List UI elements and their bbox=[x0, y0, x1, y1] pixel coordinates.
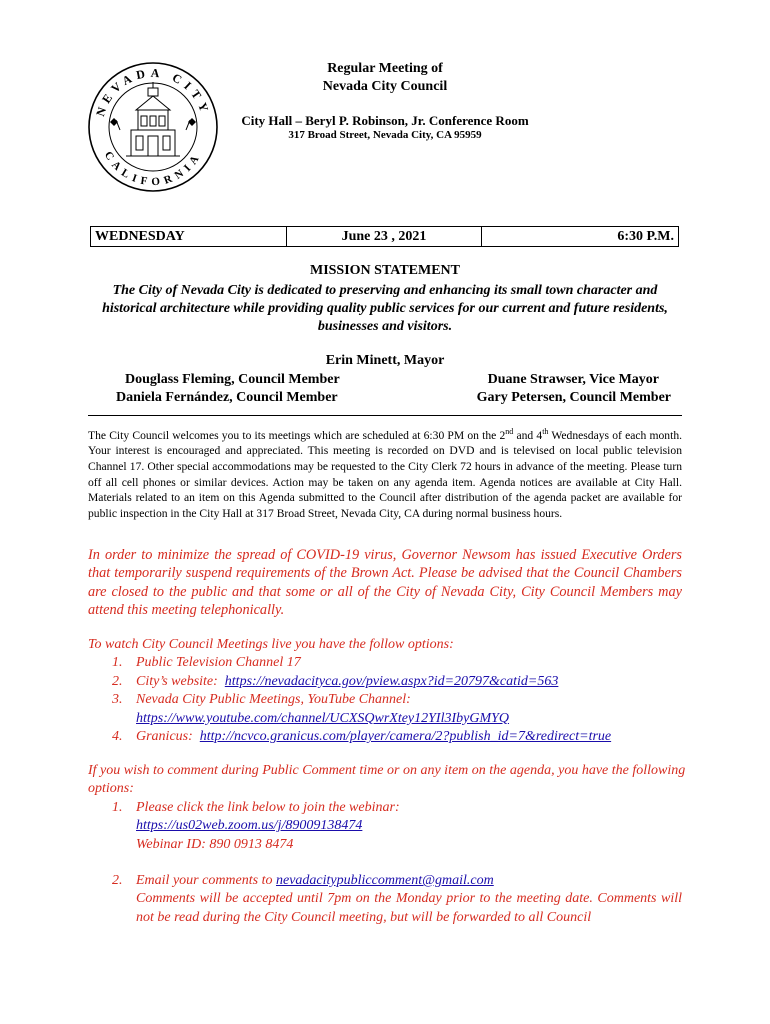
meeting-time: 6:30 P.M. bbox=[482, 227, 679, 247]
email-comment-details: Comments will be accepted until 7pm on the Monday prior to the meeting date. Comments will not be read during the City Council meeting, but will be forwarded to all Council bbox=[136, 891, 682, 925]
zoom-webinar-link[interactable]: https://us02web.zoom.us/j/89009138474 bbox=[136, 818, 363, 834]
watch-option-3: 3. Nevada City Public Meetings, YouTube Channel: bbox=[112, 692, 411, 708]
watch-option-2: 2. City’s website: https://nevadacityca.gov/pview.aspx?id=20797&catid=563 bbox=[112, 673, 559, 689]
comment-option-1: 1. Please click the link below to join the webinar: bbox=[112, 799, 400, 815]
meeting-date: June 23 , 2021 bbox=[287, 227, 482, 247]
mission-statement: The City of Nevada City is dedicated to preserving and enhancing its small town character and historical architecture while providing quality public services for our current and future residents, businesses and visitors. bbox=[102, 283, 668, 334]
title-line-1: Regular Meeting of bbox=[327, 61, 443, 76]
spacer bbox=[88, 854, 688, 872]
welcome-paragraph: The City Council welcomes you to its meetings which are scheduled at 6:30 PM on the 2nd and 4th Wednesdays of each month. Your interest is encouraged and appreciated. This meeting is recorded on DVD and is televised on local public television Channel 17. Other special accommodations may be requested to the City Clerk 72 hours in advance of the meeting. Please turn off all cell phones or similar devices. Action may be taken on any agenda item. Agenda notices are available at City Hall. Materials related to an item on this Agenda submitted to the Council after distribution of the agenda packet are available for public inspection in the City Hall at 317 Broad Street, Nevada City, CA during normal business hours. bbox=[88, 427, 683, 520]
granicus-link[interactable]: http://ncvco.granicus.com/player/camera/2?publish_id=7&redirect=true bbox=[199, 729, 612, 745]
title-line-2: Nevada City Council bbox=[322, 79, 448, 94]
comment-option-2: 2. Email your comments to nevadacitypubliccomment@gmail.com bbox=[112, 873, 494, 889]
covid-notice: In order to minimize the spread of COVID-19 virus, Governor Newsom has issued Executive Orders that temporarily suspend requirements of the Brown Act. Please be advised that the Council Chambers are closed to the public and that some or all of the City of Nevada City, City Council Members may attend this meeting telephonically. bbox=[88, 547, 682, 619]
mission-title: MISSION STATEMENT bbox=[309, 263, 460, 278]
city-website-link[interactable]: https://nevadacityca.gov/pview.aspx?id=20797&catid=563 bbox=[224, 673, 559, 689]
watch-option-1: 1. Public Television Channel 17 bbox=[112, 655, 301, 671]
council-member-right-2: Gary Petersen, Council Member bbox=[476, 390, 671, 405]
comment-options bbox=[88, 762, 688, 927]
council-member-right-1: Duane Strawser, Vice Mayor bbox=[487, 372, 659, 387]
meeting-datetime-table bbox=[90, 226, 679, 247]
meeting-address: 317 Broad Street, Nevada City, CA 95959 bbox=[288, 129, 482, 141]
youtube-channel-link[interactable]: https://www.youtube.com/channel/UCXSQwrXtey12YIl3IbyGMYQ bbox=[136, 710, 510, 726]
council-member-left-1: Douglass Fleming, Council Member bbox=[125, 372, 340, 387]
meeting-title bbox=[200, 60, 570, 96]
watch-options bbox=[88, 636, 688, 746]
council-member-left-2: Daniela Fernández, Council Member bbox=[116, 390, 338, 405]
meeting-location: City Hall – Beryl P. Robinson, Jr. Conference Room bbox=[241, 113, 529, 128]
watch-intro: To watch City Council Meetings live you have the follow options: bbox=[88, 637, 454, 652]
watch-option-4: 4. Granicus: http://ncvco.granicus.com/player/camera/2?publish_id=7&redirect=true bbox=[112, 729, 612, 745]
youtube-link-row bbox=[88, 710, 688, 728]
comment-intro: If you wish to comment during Public Comment time or on any item on the agenda, you have the following options: bbox=[88, 763, 686, 797]
svg-text:CALIFORNIA: CALIFORNIA bbox=[101, 149, 205, 189]
zoom-link-row bbox=[88, 817, 688, 835]
svg-text:NEVADA CITY: NEVADA CITY bbox=[93, 65, 213, 119]
mayor: Erin Minett, Mayor bbox=[325, 353, 445, 368]
meeting-day: WEDNESDAY bbox=[91, 227, 287, 247]
divider bbox=[88, 415, 682, 416]
public-comment-email-link[interactable]: nevadacitypubliccomment@gmail.com bbox=[275, 873, 494, 889]
webinar-id: Webinar ID: 890 0913 8474 bbox=[136, 836, 294, 852]
